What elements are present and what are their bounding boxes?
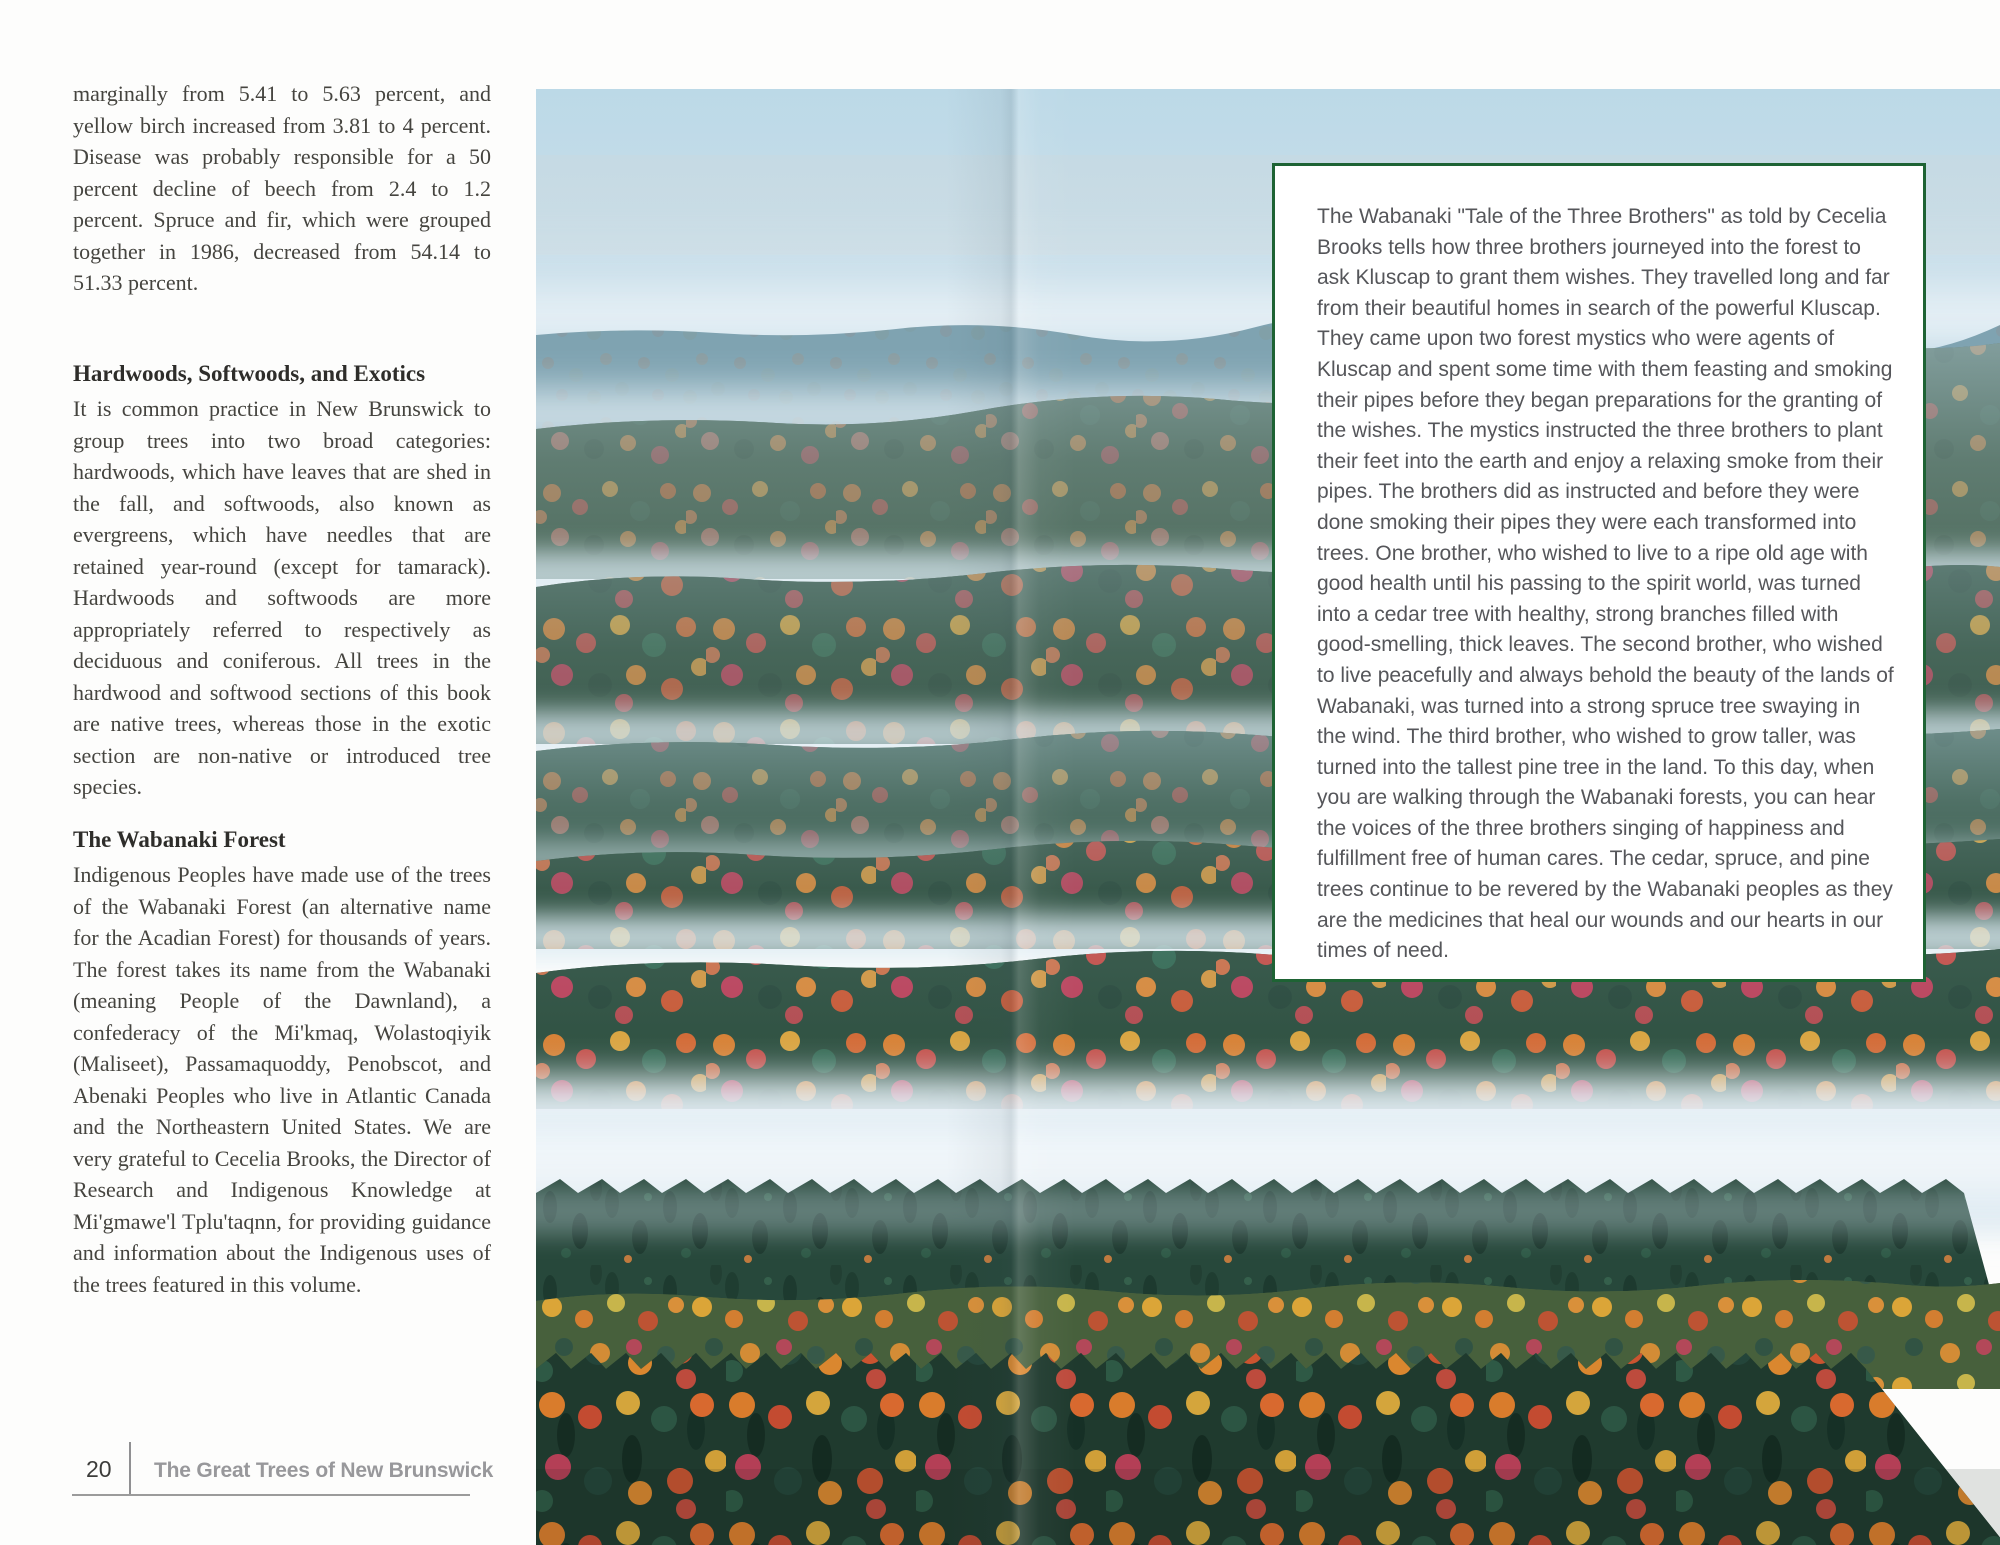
footer-divider [129, 1442, 131, 1495]
section-body-hardwoods: It is common practice in New Brunswick to group trees into two broad categories: hardwoods, which have leaves that are shed in the fall, and softwoods, also known as evergreens, which have needles that are retained year-round (except for tamarack). Hardwoods and softwoods are more appropriately referred to respectively as deciduous and coniferous. All trees in the hardwood and softwood sections of this book are native trees, whereas those in the exotic section are non-native or introduced tree species. [73, 396, 491, 799]
section-heading-wabanaki-forest: The Wabanaki Forest [73, 827, 286, 852]
story-text: The Wabanaki "Tale of the Three Brothers" as told by Cecelia Brooks tells how three brothers journeyed into the forest to ask Kluscap to grant them wishes. They travelled long and far from their beautiful homes in search of the powerful Kluscap. They came upon two forest mystics who were agents of Kluscap and spent some time with them feasting and smoking their pipes before they began preparations for the granting of the wishes. The mystics instructed the three brothers to plant their feet into the earth and enjoy a relaxing smoke from their pipes. The brothers did as instructed and before they were done smoking their pipes they were each transformed into trees. One brother, who wished to live to a ripe old age with good health until his passing to the spirit world, was turned into a cedar tree with healthy, strong branches filled with good-smelling, thick leaves. The second brother, who wished to live peacefully and always behold the beauty of the lands of Wabanaki, was turned into a strong spruce tree swaying in the wind. The third brother, who wished to grow taller, was turned into the tallest pine tree in the land. To this day, when you are walking through the Wabanaki forests, you can hear the voices of the three brothers singing of happiness and fulfillment free of human cares. The cedar, spruce, and pine trees continue to be revered by the Wabanaki peoples as they are the medicines that heal our wounds and our hearts in our times of need. [1317, 205, 1894, 963]
intro-paragraph: marginally from 5.41 to 5.63 percent, and yellow birch increased from 3.81 to 4 percent. Disease was probably responsible for a 50 percent decline of beech from 2.4 to 1.2 percent. Spruce and fir, which were grouped together in 1986, decreased from 54.14 to 51.33 percent. [73, 81, 491, 295]
section-body-wabanaki-forest: Indigenous Peoples have made use of the trees of the Wabanaki Forest (an alternative name for the Acadian Forest) for thousands of years. The forest takes its name from the Wabanaki (meaning People of the Dawnland), a confederacy of the Mi'kmaq, Wolastoqiyik (Maliseet), Passamaquoddy, Penobscot, and Abenaki Peoples who live in Atlantic Canada and the Northeastern United States. We are very grateful to Cecelia Brooks, the Director of Research and Indigenous Knowledge at Mi'gmawe'l Tplu'taqnn, for providing guidance and information about the Indigenous uses of the trees featured in this volume. [73, 862, 491, 1297]
footer-rule [72, 1494, 470, 1496]
book-title: The Great Trees of New Brunswick [154, 1459, 494, 1482]
gutter-shadow [946, 89, 1076, 1545]
section-heading-hardwoods: Hardwoods, Softwoods, and Exotics [73, 361, 426, 386]
story-box [1272, 163, 1926, 982]
page-number: 20 [86, 1456, 112, 1482]
